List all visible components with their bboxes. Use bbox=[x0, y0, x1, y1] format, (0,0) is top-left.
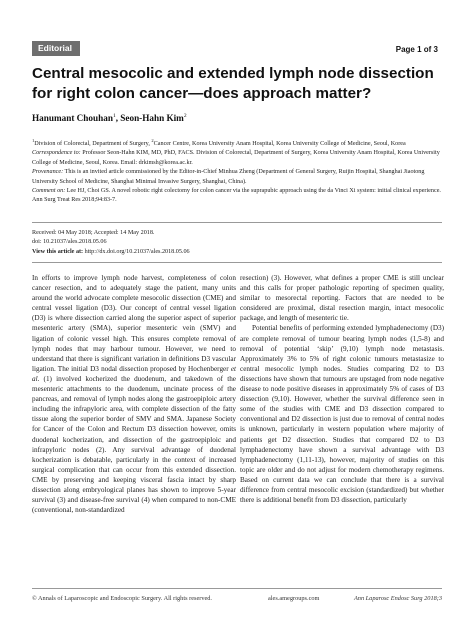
article-title: Central mesocolic and extended lymph node dissection for right colon cancer—does approach matter? bbox=[32, 65, 434, 102]
footer-divider bbox=[32, 588, 442, 589]
body-left-column bbox=[32, 273, 236, 515]
divider bbox=[32, 262, 442, 263]
doi: doi: 10.21037/ales.2018.05.06 bbox=[32, 239, 107, 246]
author-affiliation-mark: 2 bbox=[183, 113, 187, 119]
comment-on: Comment on: Lee HJ, Choi GS. A novel robotic right colectomy for colon cancer via the suprapubic approach using the da Vinci Xi system: initial clinical experience. Ann Surg Treat Res 2018;94:83-7. bbox=[32, 188, 441, 204]
article-dates bbox=[32, 229, 442, 257]
body-right-column bbox=[240, 273, 444, 505]
page-number: Page 1 of 3 bbox=[395, 45, 438, 54]
body-paragraph: resection) (3). However, what defines a proper CME is still unclear and this calls for proper pathologic reporting of specimen quality, similar to mesorectal reporting. Factors that are needed to be considered are proximal, distal resection margin, intact mesocolic package, and length of mesenteric tie. bbox=[240, 274, 444, 323]
provenance: Provenance: This is an invited article commissioned by the Editor-in-Chief Minhua Zheng (Department of General Surgery, Ruijin Hospital, Shanghai Jiaotong University School of Medicine, Shanghai Minimal Invasive Surgery, Shanghai, China). bbox=[32, 169, 425, 185]
author-list: Hanumant Chouhan$^1$, Seon-Hahn Kim$^2$ bbox=[32, 113, 187, 124]
view-article-link[interactable]: View this article at: http://dx.doi.org/10.21037/ales.2018.05.06 bbox=[32, 248, 190, 255]
footer-website[interactable]: ales.amegroups.com bbox=[268, 595, 320, 602]
footer-citation: Ann Laparosc Endosc Surg 2018;3 bbox=[353, 595, 442, 602]
section-tag: Editorial bbox=[32, 41, 80, 56]
body-paragraph: Potential benefits of performing extended lymphadenectomy (D3) are complete removal of tumour bearing lymph nodes (1,5-8) and removal of potential ‘skip’ (9,10) lymph node metastasis. Approximately 3% to 5% of right colonic tumours metastasize to central mesocolic lymph nodes. Studies comparing D2 to D3 dissections have shown that tumours are upstaged from node negative disease to node positive diseases in approximately 5% of cases of D3 dissection (9,10). However, whether the survival difference seen in some of the studies with CME and D3 dissection compared to conventional and D2 dissection is just due to removal of central nodes is unknown, particularly in western population where majority of patients get D2 dissection. Studies that compared D2 to D3 lymphadenectomy have shown a survival advantage with D3 lymphadenectomy (1,11-13), however, majority of studies on this topic are older and do not adjust for modern chemotherapy regimens. Based on current data we can conclude that there is a survival difference from central mesocolic excision (standardized) but whether there is additional benefit from D3 dissection, particularly bbox=[240, 324, 444, 505]
author-name: Hanumant Chouhan bbox=[32, 113, 113, 124]
author-affiliation-mark: 1 bbox=[112, 113, 116, 119]
article-metadata bbox=[32, 136, 442, 206]
body-paragraph: In efforts to improve lymph node harvest, completeness of colon cancer resection, and to adequately stage the patient, many units around the world advocate complete mesocolic dissection (CME) and central vessel ligation (D3). Our concept of central vessel ligation (D3) is where dissection carried along the superior aspect of superior mesenteric artery (SMA), superior mesenteric vein (SMV) and ligation of colonic vessel high. This ensures complete removal of lymph nodes that may harbour tumour. However, we need to understand that there is significant variation in definitions D3 vascular ligation. The initial D3 nodal dissection proposed by Hochenberger et al. (1) involved kocherized the duodenum, and takedown of the mesenteric attachments to the duodenum, uncinate process of the pancreas, and removal of lymph nodes along the gastroepiploic artery including the infrapyloric area, with complete dissection of the fatty tissue along the superior border of SMV and SMA. Japanese Society for Cancer of the Colon and Rectum D3 dissection however, omits duodenal kocherization, and dissection of the gastroepiploic and infrapyloric nodes (2). Any survival advantage of duodenal kocherization is debatable, particularly in the context of increased surgical complication that can occur from this extended dissection. CME by preserving and keeping visceral fascia intact by sharp dissection along embryological planes has shown to improve 5-year survival (3) and disease-free survival (4) when compared to non-CME (conventional, non-standardized bbox=[32, 274, 236, 515]
correspondence: Correspondence to: Professor Seon-Hahn KIM, MD, PhD, FACS. Division of Colorectal, Department of Surgery, Korea University Anam Hospital, Korea University College of Medicine, Seoul, Korea. Email: drkimsh@korea.ac.kr. bbox=[32, 150, 440, 166]
author-name: Seon-Hahn Kim bbox=[120, 113, 184, 124]
received-date: Received: 04 May 2018; Accepted: 14 May 2018. bbox=[32, 230, 155, 236]
divider bbox=[32, 222, 442, 223]
footer-copyright: © Annals of Laparoscopic and Endoscopic Surgery. All rights reserved. bbox=[32, 595, 213, 602]
affiliations: $^1$Division of Colorectal, Department of Surgery, $^2$Cancer Centre, Korea University Anam Hospital, Korea University College of Medicine, Seoul, Korea bbox=[32, 138, 406, 148]
